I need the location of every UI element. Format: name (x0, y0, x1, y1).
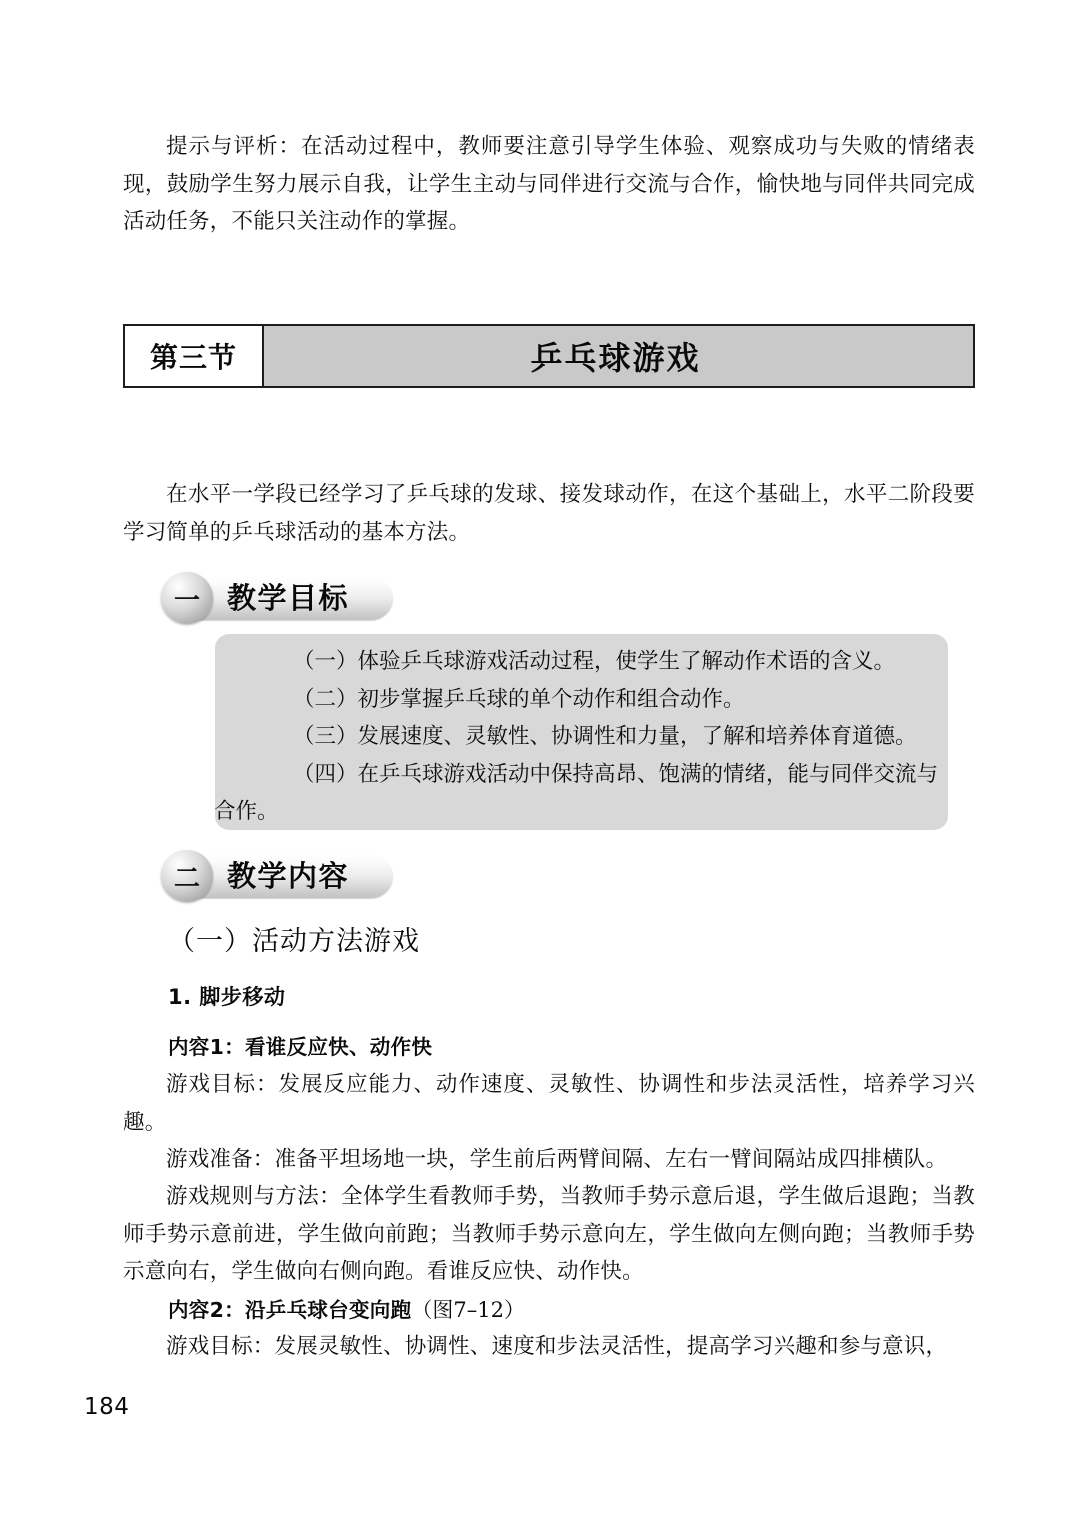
section-number-label: 第三节 (125, 326, 264, 386)
badge-numeral-objectives: 一 (161, 572, 213, 624)
objective-item: （二）初步掌握乒乓球的单个动作和组合动作。 (293, 686, 745, 712)
tips-and-evaluation-paragraph: 提示与评析：在活动过程中，教师要注意引导学生体验、观察成功与失败的情绪表现，鼓励学生努力展示自我，让学生主动与同伴进行交流与合作，愉快地与同伴共同完成活动任务，不能只关注动作的掌握。 (123, 134, 975, 234)
badge-pill-objectives (165, 576, 393, 620)
badge-label-content: 教学内容 (227, 858, 350, 893)
section-intro-paragraph: 在水平一学段已经学习了乒乓球的发球、接发球动作，在这个基础上，水平二阶段要学习简单的乒乓球活动的基本方法。 (123, 482, 975, 545)
item-heading-footwork: 1. 脚步移动 (168, 985, 286, 1009)
objectives-panel (215, 634, 948, 830)
content-block-1-title-bold: 内容1：看谁反应快、动作快 (168, 1035, 433, 1059)
heading-teaching-objectives (165, 572, 393, 624)
badge-pill-content (165, 854, 393, 898)
content-block-1-paragraph-goal: 游戏目标：发展反应能力、动作速度、灵敏性、协调性和步法灵活性，培养学习兴趣。 (123, 1072, 975, 1135)
content-block-2-title (168, 1293, 525, 1324)
badge-label-objectives: 教学目标 (227, 580, 350, 615)
subsection-heading-activity-methods: （一）活动方法游戏 (168, 926, 420, 957)
heading-teaching-content (165, 850, 393, 902)
objectives-panel-text (214, 643, 956, 831)
section-title-bar (123, 324, 975, 388)
objective-item: （三）发展速度、灵敏性、协调性和力量，了解和培养体育道德。 (293, 724, 917, 749)
content-block-1-paragraph-preparation: 游戏准备：准备平坦场地一块，学生前后两臂间隔、左右一臂间隔站成四排横队。 (166, 1147, 948, 1172)
content-block-2-title-figure-ref: （图7–12） (411, 1298, 525, 1322)
page-number: 184 (84, 1394, 130, 1420)
content-block-1-paragraph-rules: 游戏规则与方法：全体学生看教师手势，当教师手势示意后退，学生做后退跑；当教师手势示意前进，学生做向前跑；当教师手势示意向左，学生做向左侧向跑；当教师手势示意向右，学生做向右侧向跑。看谁反应快、动作快。 (123, 1184, 975, 1284)
objective-item: （一）体验乒乓球游戏活动过程，使学生了解动作术语的含义。 (293, 649, 896, 674)
content-block-1-title (168, 1030, 432, 1060)
content-block-2-title-bold: 内容2：沿乒乓球台变向跑 (168, 1298, 412, 1322)
objective-item: （四）在乒乓球游戏活动中保持高昂、饱满的情绪，能与同伴交流与 (293, 761, 939, 787)
objective-item-continuation: 合作。 (214, 799, 279, 824)
badge-numeral-content: 二 (161, 850, 213, 902)
section-title-text: 乒乓球游戏 (264, 326, 973, 386)
content-block-2-paragraph-goal: 游戏目标：发展灵敏性、协调性、速度和步法灵活性，提高学习兴趣和参与意识， (166, 1334, 948, 1359)
